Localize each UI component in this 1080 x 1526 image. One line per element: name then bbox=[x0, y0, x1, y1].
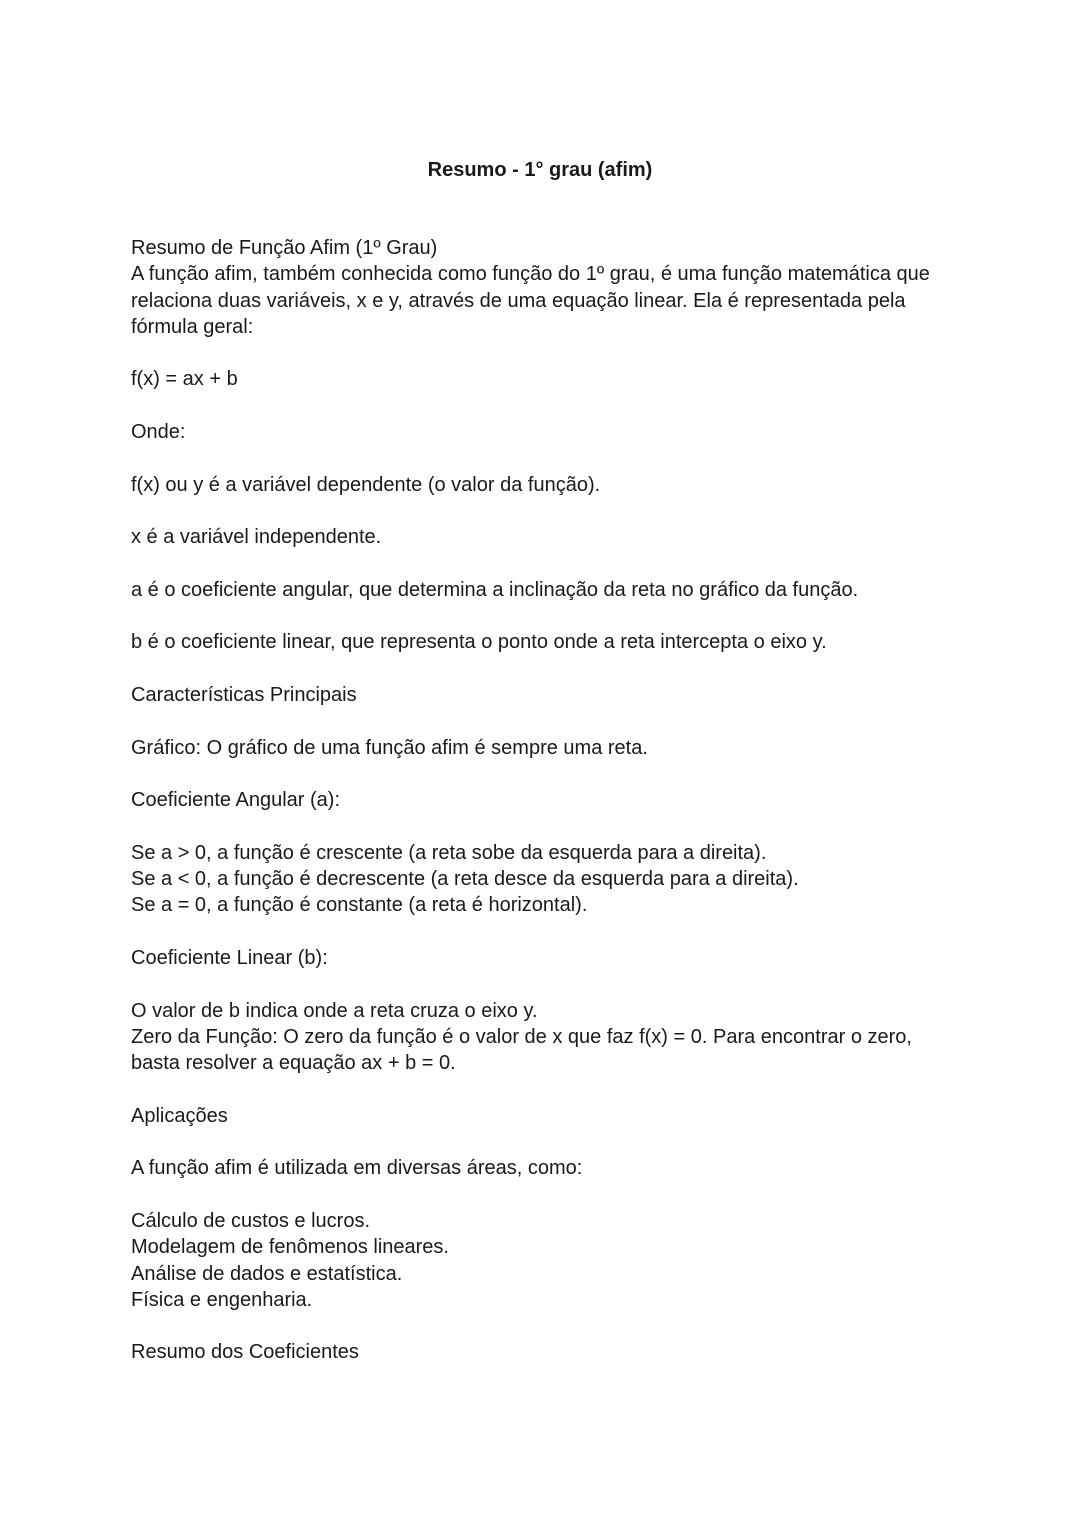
list-item: Análise de dados e estatística. bbox=[131, 1262, 403, 1285]
onde-label: Onde: bbox=[131, 421, 186, 444]
a-positive-line: Se a > 0, a função é crescente (a reta sobe da esquerda para a direita). bbox=[131, 841, 767, 864]
zero-funcao-paragraph: Zero da Função: O zero da função é o valor de x que faz f(x) = 0. Para encontrar o zero, basta resolver a equação ax + b = 0. bbox=[131, 1025, 912, 1075]
document-title: Resumo - 1° grau (afim) bbox=[427, 159, 653, 181]
list-item: Física e engenharia. bbox=[131, 1288, 313, 1311]
a-negative-line: Se a < 0, a função é decrescente (a reta desce da esquerda para a direita). bbox=[131, 868, 799, 891]
formula: f(x) = ax + b bbox=[131, 368, 238, 391]
grafico-paragraph: Gráfico: O gráfico de uma função afim é sempre uma reta. bbox=[131, 736, 648, 759]
section-heading-resumo: Resumo de Função Afim (1º Grau) bbox=[131, 237, 438, 259]
document-body bbox=[131, 235, 951, 1366]
section-heading-aplicacoes: Aplicações bbox=[131, 1104, 228, 1127]
section-heading-caracteristicas: Características Principais bbox=[131, 684, 357, 707]
definition-x: x é a variável independente. bbox=[131, 526, 382, 549]
b-value-line: O valor de b indica onde a reta cruza o eixo y. bbox=[131, 999, 538, 1022]
intro-paragraph: A função afim, também conhecida como função do 1º grau, é uma função matemática que relaciona duas variáveis, x e y, através de uma equação linear. Ela é representada pela fórmula geral: bbox=[131, 263, 930, 338]
definition-fx: f(x) ou y é a variável dependente (o valor da função). bbox=[131, 473, 601, 496]
section-heading-resumo-coeficientes: Resumo dos Coeficientes bbox=[131, 1341, 359, 1364]
aplicacoes-intro: A função afim é utilizada em diversas áreas, como: bbox=[131, 1157, 583, 1180]
coef-linear-heading: Coeficiente Linear (b): bbox=[131, 947, 328, 970]
list-item: Cálculo de custos e lucros. bbox=[131, 1209, 371, 1232]
definition-a: a é o coeficiente angular, que determina a inclinação da reta no gráfico da função. bbox=[131, 578, 859, 601]
coef-angular-heading: Coeficiente Angular (a): bbox=[131, 789, 341, 812]
a-zero-line: Se a = 0, a função é constante (a reta é horizontal). bbox=[131, 894, 588, 917]
list-item: Modelagem de fenômenos lineares. bbox=[131, 1236, 449, 1259]
definition-b: b é o coeficiente linear, que representa o ponto onde a reta intercepta o eixo y. bbox=[131, 631, 827, 654]
